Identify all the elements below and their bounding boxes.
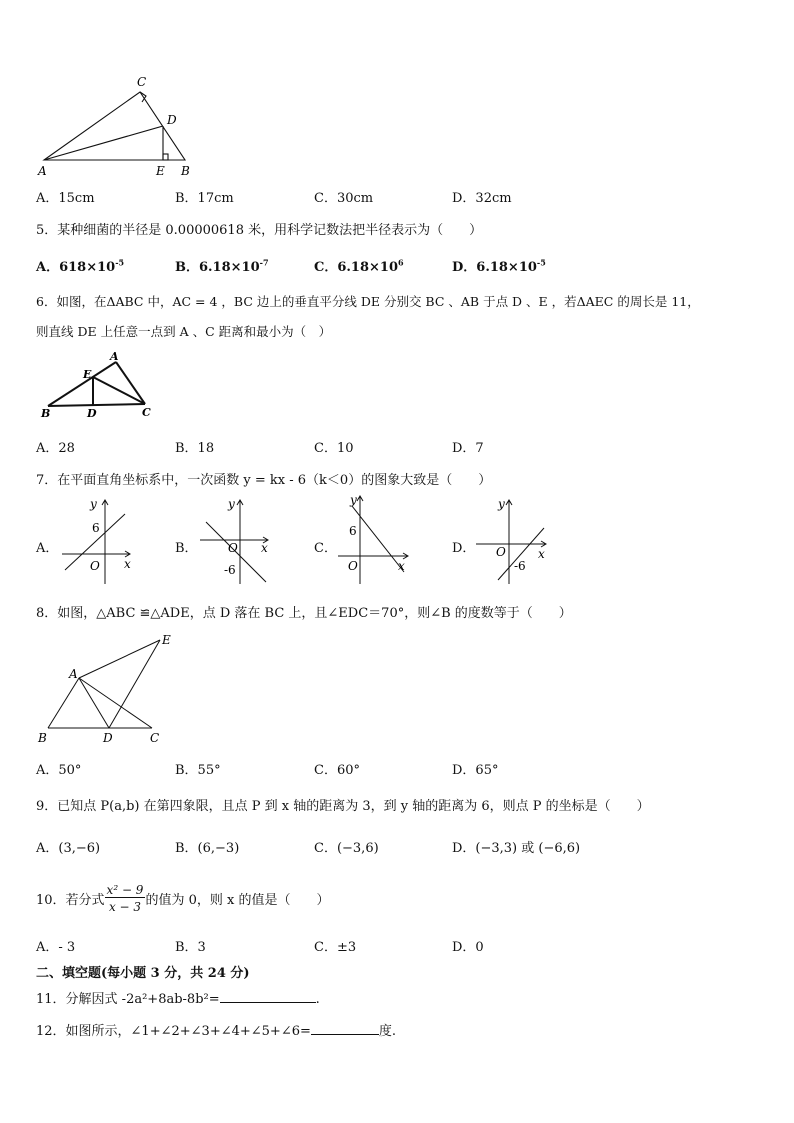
q7-graph-a[interactable] xyxy=(60,494,140,586)
q12-stem: 12．如图所示，∠1+∠2+∠3+∠4+∠5+∠6= 度. xyxy=(36,1024,397,1039)
fig8-label-b: B xyxy=(38,731,47,745)
q10-suffix: 的值为 0，则 x 的值是（ ） xyxy=(145,892,330,908)
fig8-label-d: D xyxy=(103,731,113,745)
q8-option-a[interactable]: A．50° xyxy=(36,763,82,778)
fig4-label-c: C xyxy=(137,75,147,89)
q4-option-a[interactable]: A．15cm xyxy=(36,191,95,206)
q5-option-b[interactable]: B．$6.18\times 10^{-7}$ xyxy=(175,257,269,275)
fig6-label-c: C xyxy=(142,406,151,419)
svg-text:O: O xyxy=(90,559,100,573)
q9-option-d[interactable]: D．(−3,3) 或 (−6,6) xyxy=(452,841,581,856)
fig4-label-d: D xyxy=(167,113,177,127)
fig4-label-a: A xyxy=(38,164,47,178)
fig8-label-c: C xyxy=(150,731,160,745)
q5-option-c[interactable]: C．$6.18\times 10^6$ xyxy=(314,257,404,275)
q10-prefix: 10．若分式 xyxy=(36,892,105,908)
q4-figure xyxy=(36,72,196,182)
fig4-label-b: B xyxy=(181,164,190,178)
fig6-label-a: A xyxy=(110,350,119,363)
fig6-label-d: D xyxy=(87,407,97,420)
svg-text:x: x xyxy=(398,559,405,573)
q10-denominator: x − 3 xyxy=(108,899,142,914)
q5-option-a[interactable]: A．$618\times 10^{-5}$ xyxy=(36,257,125,275)
q6-stem-line2: 则直线 DE 上任意一点到 A 、C 距离和最小为（ ） xyxy=(36,324,332,339)
q7-option-d[interactable]: D． xyxy=(452,541,476,556)
section-2-heading: 二、填空题(每小题 3 分，共 24 分) xyxy=(36,966,250,981)
q8-option-b[interactable]: B．55° xyxy=(175,763,221,778)
q10-stem xyxy=(36,878,329,918)
q10-numerator: x² − 9 xyxy=(106,882,144,897)
q10-option-c[interactable]: C．±3 xyxy=(314,940,357,955)
fig8-label-e: E xyxy=(162,633,171,647)
q4-option-c[interactable]: C．30cm xyxy=(314,191,374,206)
q10-option-d[interactable]: D．0 xyxy=(452,940,484,955)
q8-option-d[interactable]: D．65° xyxy=(452,763,499,778)
q8-option-c[interactable]: C．60° xyxy=(314,763,360,778)
svg-text:6: 6 xyxy=(349,524,357,538)
q8-stem: 8．如图，△ABC ≌△ADE，点 D 落在 BC 上，且∠EDC＝70°，则∠B 的度数等于（ ） xyxy=(36,606,572,621)
svg-text:y: y xyxy=(90,497,97,511)
q4-option-d[interactable]: D．32cm xyxy=(452,191,512,206)
q6-option-b[interactable]: B．18 xyxy=(175,441,215,456)
svg-text:-6: -6 xyxy=(514,559,526,573)
q9-option-a[interactable]: A．(3,−6) xyxy=(36,841,101,856)
q10-option-b[interactable]: B．3 xyxy=(175,940,206,955)
q6-option-c[interactable]: C．10 xyxy=(314,441,354,456)
svg-text:x: x xyxy=(538,547,545,561)
q7-option-b[interactable]: B． xyxy=(175,541,198,556)
q8-figure xyxy=(34,630,184,748)
svg-text:O: O xyxy=(228,541,238,555)
q9-option-b[interactable]: B．(6,−3) xyxy=(175,841,240,856)
svg-text:6: 6 xyxy=(92,521,100,535)
q9-option-c[interactable]: C．(−3,6) xyxy=(314,841,379,856)
q10-fraction xyxy=(105,883,146,914)
q6-figure xyxy=(36,350,166,422)
svg-text:x: x xyxy=(261,541,268,555)
q7-graph-d[interactable] xyxy=(474,494,556,586)
q7-stem: 7．在平面直角坐标系中，一次函数 y = kx - 6（k＜0）的图象大致是（ ） xyxy=(36,473,492,488)
q10-option-a[interactable]: A．- 3 xyxy=(36,940,76,955)
svg-text:y: y xyxy=(498,497,505,511)
q6-option-d[interactable]: D．7 xyxy=(452,441,484,456)
svg-text:O: O xyxy=(348,559,358,573)
q11-stem: 11．分解因式 -2a²+8ab-8b²= . xyxy=(36,992,320,1007)
svg-text:y: y xyxy=(350,493,357,507)
q7-graph-b[interactable] xyxy=(198,494,278,586)
q9-stem: 9．已知点 P(a,b) 在第四象限，且点 P 到 x 轴的距离为 3，到 y 轴的距离为 6，则点 P 的坐标是（ ） xyxy=(36,799,650,814)
fig6-label-b: B xyxy=(41,407,51,420)
svg-text:y: y xyxy=(228,497,235,511)
q6-option-a[interactable]: A．28 xyxy=(36,441,75,456)
fig6-label-e: E xyxy=(83,368,92,381)
svg-text:O: O xyxy=(496,545,506,559)
q5-stem: 5．某种细菌的半径是 0.00000618 米，用科学记数法把半径表示为（ ） xyxy=(36,223,483,238)
q4-option-b[interactable]: B．17cm xyxy=(175,191,234,206)
fig4-label-e: E xyxy=(156,164,165,178)
fig8-label-a: A xyxy=(69,667,78,681)
q12-answer-blank[interactable] xyxy=(311,1022,379,1035)
q6-stem-line1: 6．如图，在ΔABC 中，AC = 4 ，BC 边上的垂直平分线 DE 分别交 BC 、AB 于点 D 、E ，若ΔAEC 的周长是 11， xyxy=(36,294,700,309)
q7-option-c[interactable]: C． xyxy=(314,541,337,556)
svg-text:x: x xyxy=(124,557,131,571)
q7-graph-c[interactable] xyxy=(336,490,416,586)
q11-answer-blank[interactable] xyxy=(220,990,316,1003)
svg-text:-6: -6 xyxy=(224,563,236,577)
q5-option-d[interactable]: D．$6.18\times 10^{-5}$ xyxy=(452,257,546,275)
q7-option-a[interactable]: A． xyxy=(36,541,59,556)
